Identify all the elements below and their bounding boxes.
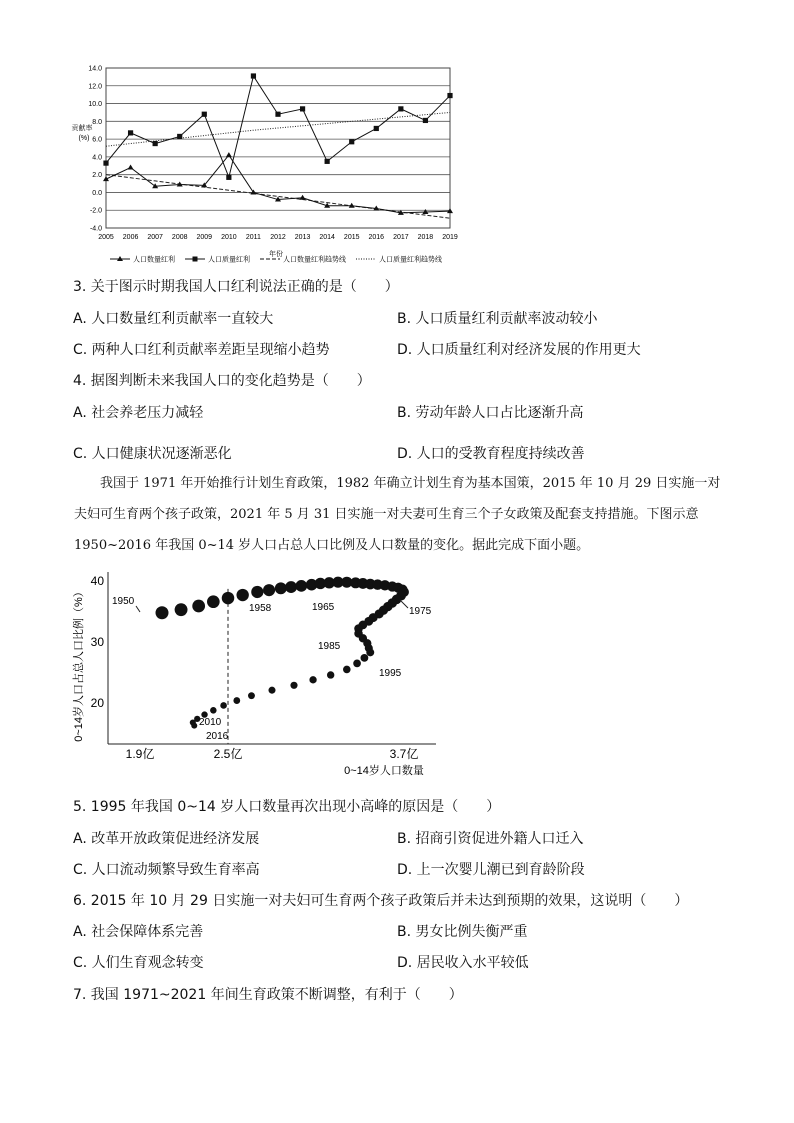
quality-point (423, 118, 428, 123)
quantity-point (226, 152, 232, 157)
data-point (366, 648, 374, 656)
x-tick-label: 2016 (368, 234, 385, 241)
quality-point (398, 106, 403, 111)
data-point (343, 666, 351, 674)
x-tick-label: 2009 (196, 234, 213, 241)
legend-label: 人口质量红利趋势线 (379, 256, 442, 264)
year-annotation: 1985 (318, 641, 341, 652)
q4-option-d[interactable]: D. 人口的受教育程度持续改善 (397, 446, 585, 462)
x-tick-label: 2007 (147, 234, 163, 241)
data-point (236, 589, 248, 601)
legend-marker (193, 257, 198, 262)
q5-option-b[interactable]: B. 招商引资促进外籍人口迁入 (397, 831, 584, 847)
quality-point (374, 126, 379, 131)
y-tick-label: 8.0 (92, 118, 102, 126)
q3-option-b[interactable]: B. 人口质量红利贡献率波动较小 (397, 311, 598, 327)
y-tick-label: 2.0 (92, 172, 102, 180)
q5-option-a[interactable]: A. 改革开放政策促进经济发展 (73, 831, 260, 847)
x-tick-label: 2014 (319, 234, 335, 241)
data-point (191, 723, 197, 729)
quality-dividend-line (106, 76, 450, 177)
quantity-point (250, 189, 256, 194)
quality-point (275, 112, 280, 117)
x-axis-label: 年份 (269, 251, 283, 258)
legend-label: 人口质量红利 (208, 256, 250, 264)
y-tick-label: 6.0 (92, 136, 102, 144)
data-point (220, 702, 227, 709)
q5-option-c[interactable]: C. 人口流动频繁导致生育率高 (73, 862, 260, 878)
quality-point (103, 161, 108, 166)
data-point (295, 580, 307, 592)
x-tick-label: 2.5亿 (213, 747, 243, 761)
legend-label: 人口数量红利 (133, 256, 175, 264)
year-annotation: 1958 (249, 603, 272, 614)
question-7-stem: 7. 我国 1971~2021 年间生育政策不断调整，有利于（ ） (73, 987, 463, 1003)
data-point (263, 584, 275, 596)
y-tick-label: 0.0 (92, 189, 102, 197)
legend-label: 人口数量红利趋势线 (283, 256, 346, 264)
x-tick-label: 1.9亿 (125, 747, 155, 761)
q6-option-b[interactable]: B. 男女比例失衡严重 (397, 924, 528, 940)
quality-point (300, 106, 305, 111)
quality-point (349, 139, 354, 144)
question-6-stem: 6. 2015 年 10 月 29 日实施一对夫妇可生育两个孩子政策后并未达到预期的效果，这说明（ ） (73, 893, 689, 909)
quantity-point (128, 165, 134, 170)
quality-point (177, 134, 182, 139)
data-point (290, 682, 297, 689)
question-3-stem: 3. 关于图示时期我国人口红利说法正确的是（ ） (73, 279, 399, 295)
year-annotation: 1950 (112, 596, 135, 607)
y-axis-label: 0~14岁人口占总人口比例（%） (73, 586, 85, 742)
y-tick-label: -2.0 (89, 207, 102, 215)
q3-option-c[interactable]: C. 两种人口红利贡献率差距呈现缩小趋势 (73, 342, 330, 358)
y-tick-label: 20 (90, 696, 104, 710)
y-tick-label: -4.0 (89, 225, 102, 233)
data-point (251, 586, 263, 598)
data-point (275, 582, 287, 594)
quality-point (226, 175, 231, 180)
data-point (360, 654, 368, 662)
q6-option-c[interactable]: C. 人们生育观念转变 (73, 955, 204, 971)
material-paragraph: 我国于 1971 年开始推行计划生育政策，1982 年确立计划生育为基本国策，2015 年 10 月 29 日实施一对夫妇可生育两个孩子政策，2021 年 5 月 31 日实施一对夫妻可生育三个子女政策及配套支持措施。下图示意 1950~2016 年我国 0~14 岁人口占总人口比例及人口数量的变化。据此完成下面小题。 (74, 476, 721, 553)
y-tick-label: 40 (90, 574, 104, 588)
data-point (192, 600, 205, 613)
quality-point (153, 141, 158, 146)
x-tick-label: 2005 (98, 234, 114, 241)
data-point (210, 707, 217, 714)
q3-option-a[interactable]: A. 人口数量红利贡献率一直较大 (73, 311, 274, 327)
x-tick-label: 2010 (221, 234, 237, 241)
year-annotation: 2010 (199, 717, 222, 728)
data-point (353, 660, 361, 668)
q6-option-d[interactable]: D. 居民收入水平较低 (397, 955, 529, 971)
leader-line (400, 600, 408, 608)
x-axis-label: 0~14岁人口数量 (344, 765, 424, 777)
y-axis-label: 贡献率(%) (71, 125, 93, 142)
plot-frame (106, 68, 450, 228)
year-annotation: 2016 (206, 731, 229, 742)
x-tick-label: 2013 (294, 234, 311, 241)
question-5-stem: 5. 1995 年我国 0~14 岁人口数量再次出现小高峰的原因是（ ） (73, 799, 501, 815)
data-point (207, 595, 220, 608)
data-point (156, 606, 169, 619)
quantity-trendline (106, 175, 450, 219)
quality-point (447, 93, 452, 98)
data-point (309, 676, 316, 683)
question-4-stem: 4. 据图判断未来我国人口的变化趋势是（ ） (73, 373, 371, 389)
year-annotation: 1995 (379, 668, 402, 679)
data-point (222, 592, 234, 604)
q4-option-b[interactable]: B. 劳动年龄人口占比逐渐升高 (397, 405, 584, 421)
q3-option-d[interactable]: D. 人口质量红利对经济发展的作用更大 (397, 342, 641, 358)
data-point (268, 687, 275, 694)
leader-line (136, 606, 140, 612)
x-tick-label: 2015 (343, 234, 360, 241)
year-annotation: 1975 (409, 606, 432, 617)
data-point (175, 603, 188, 616)
quantity-dividend-line (106, 155, 450, 213)
data-point (327, 671, 334, 678)
x-tick-label: 2011 (245, 234, 261, 241)
quality-point (128, 130, 133, 135)
x-tick-label: 3.7亿 (389, 747, 419, 761)
y-tick-label: 12.0 (88, 83, 102, 91)
data-point (233, 697, 240, 704)
x-tick-label: 2017 (393, 234, 409, 241)
x-tick-label: 2019 (442, 234, 458, 241)
q5-option-d[interactable]: D. 上一次婴儿潮已到育龄阶段 (397, 862, 585, 878)
dividend-line-chart (70, 60, 470, 268)
q6-option-a[interactable]: A. 社会保障体系完善 (73, 924, 204, 940)
q4-option-a[interactable]: A. 社会养老压力减轻 (73, 405, 204, 421)
y-tick-label: 4.0 (92, 154, 102, 162)
x-tick-label: 2008 (171, 234, 188, 241)
year-annotation: 1965 (312, 602, 335, 613)
data-point (248, 692, 255, 699)
y-tick-label: 10.0 (88, 101, 102, 109)
y-tick-label: 30 (90, 635, 104, 649)
x-tick-label: 2006 (122, 234, 139, 241)
data-point (285, 581, 297, 593)
quantity-point (300, 195, 306, 200)
y-tick-label: 14.0 (88, 65, 102, 73)
quality-point (251, 73, 256, 78)
quality-point (202, 112, 207, 117)
x-tick-label: 2012 (270, 234, 286, 241)
population-scatter-chart (66, 566, 466, 782)
x-tick-label: 2018 (417, 234, 434, 241)
q4-option-c[interactable]: C. 人口健康状况逐渐恶化 (73, 446, 232, 462)
quality-point (325, 159, 330, 164)
